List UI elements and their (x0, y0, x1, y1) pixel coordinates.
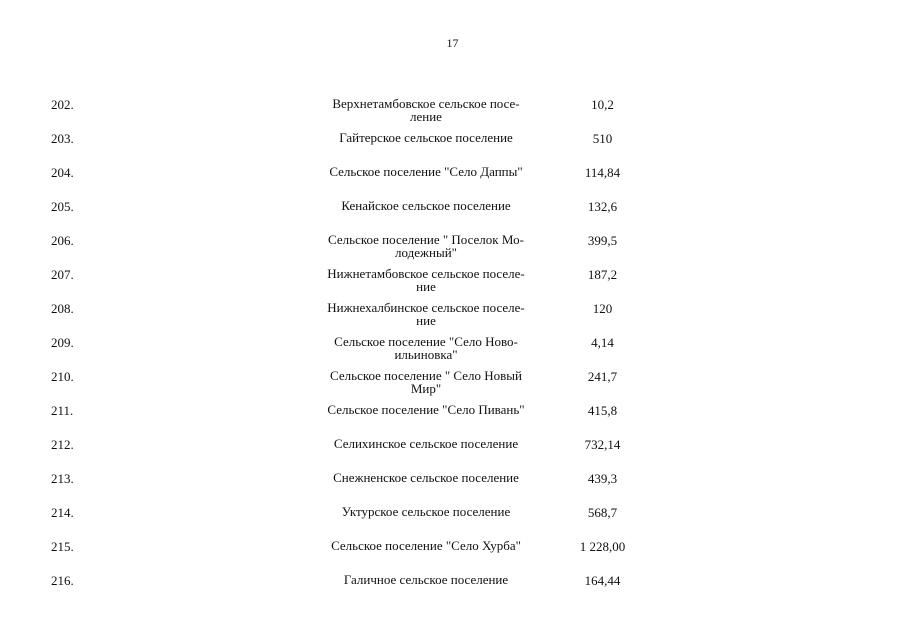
row-value: 510 (592, 131, 613, 146)
table-row (0, 333, 905, 367)
table-row (0, 401, 905, 435)
settlement-name: Селихинское сельское поселение (333, 436, 519, 451)
row-value: 132,6 (587, 199, 618, 214)
row-number: 205. (51, 199, 74, 214)
settlement-name: Сельское поселение "Село Ново- ильиновка" (334, 334, 518, 362)
row-value: 415,8 (587, 403, 618, 418)
row-value: 187,2 (587, 267, 618, 282)
row-number: 203. (51, 131, 74, 146)
settlement-name: Галичное сельское поселение (343, 572, 509, 587)
settlement-name: Сельское поселение "Село Даппы" (329, 164, 523, 179)
row-number: 212. (51, 437, 74, 452)
settlement-name: Сельское поселение "Село Хурба" (331, 538, 521, 553)
row-number: 209. (51, 335, 74, 350)
row-value: 568,7 (587, 505, 618, 520)
row-value: 114,84 (584, 165, 621, 180)
row-number: 211. (51, 403, 74, 418)
row-number: 206. (51, 233, 74, 248)
row-number: 207. (51, 267, 74, 282)
table-row (0, 129, 905, 163)
table-row (0, 537, 905, 571)
row-value: 10,2 (591, 97, 614, 112)
settlement-name: Гайтерское сельское поселение (339, 130, 513, 145)
table-row (0, 265, 905, 299)
table-row (0, 163, 905, 197)
row-number: 215. (51, 539, 74, 554)
row-number: 202. (51, 97, 74, 112)
page-number: 17 (446, 36, 459, 50)
settlement-name: Верхнетамбовское сельское посе- ление (332, 96, 520, 124)
settlements-table (0, 95, 905, 605)
settlement-name: Кенайское сельское поселение (341, 198, 511, 213)
row-number: 208. (51, 301, 74, 316)
row-value: 120 (592, 301, 613, 316)
settlement-name: Сельское поселение "Село Пивань" (327, 402, 525, 417)
row-value: 439,3 (587, 471, 618, 486)
row-number: 213. (51, 471, 74, 486)
settlement-name: Нижнетамбовское сельское поселе- ние (327, 266, 525, 294)
table-row (0, 197, 905, 231)
table-row (0, 367, 905, 401)
row-number: 204. (51, 165, 74, 180)
row-number: 216. (51, 573, 74, 588)
row-value: 241,7 (587, 369, 618, 384)
row-value: 732,14 (584, 437, 621, 452)
settlement-name: Уктурское сельское поселение (341, 504, 511, 519)
row-value: 4,14 (591, 335, 614, 350)
table-row (0, 231, 905, 265)
row-value: 1 228,00 (579, 539, 626, 554)
settlement-name: Сельское поселение " Село Новый Мир" (330, 368, 522, 396)
settlement-name: Снежненское сельское поселение (333, 470, 519, 485)
table-row (0, 299, 905, 333)
row-number: 214. (51, 505, 74, 520)
table-row (0, 469, 905, 503)
table-row (0, 95, 905, 129)
settlement-name: Нижнехалбинское сельское поселе- ние (327, 300, 525, 328)
settlement-name: Сельское поселение " Поселок Мо- лодежный" (328, 232, 524, 260)
row-value: 399,5 (587, 233, 618, 248)
table-row (0, 435, 905, 469)
table-row (0, 571, 905, 605)
row-number: 210. (51, 369, 74, 384)
table-row (0, 503, 905, 537)
row-value: 164,44 (584, 573, 621, 588)
